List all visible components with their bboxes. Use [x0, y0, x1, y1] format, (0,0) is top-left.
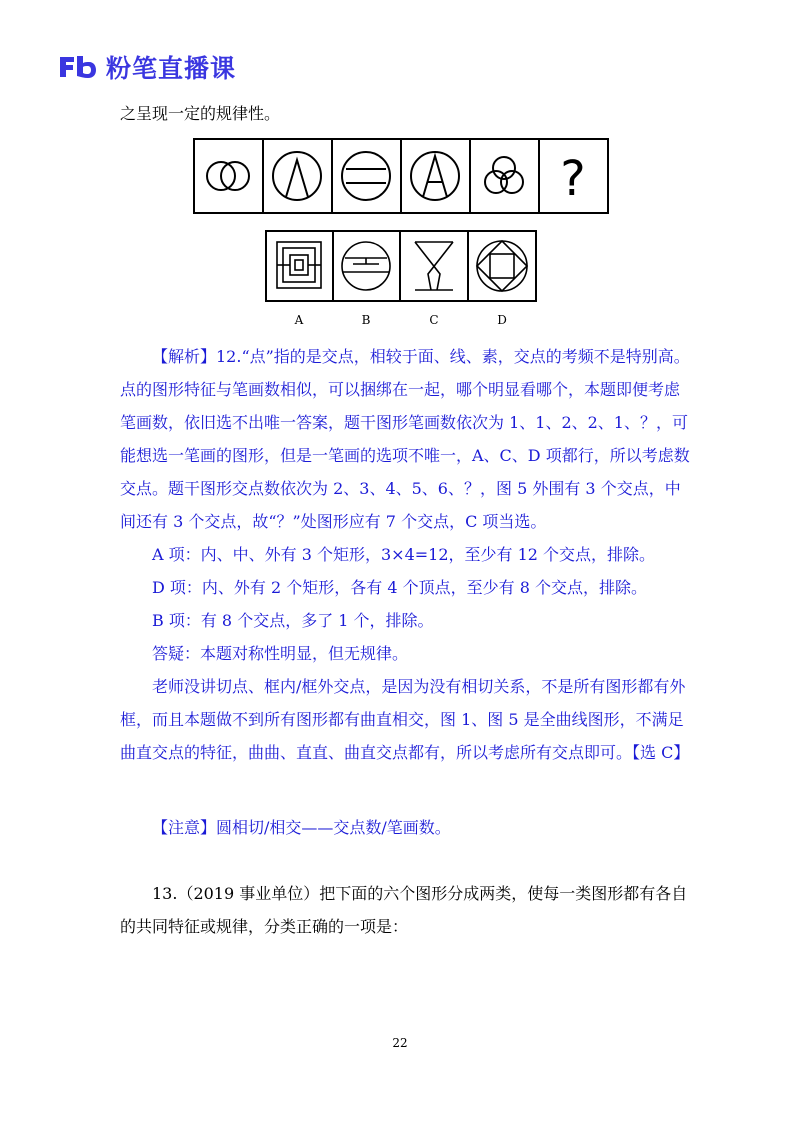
option-label-c: C	[429, 313, 439, 327]
intro-text: 之呈现一定的规律性。	[120, 104, 281, 123]
note-text: 【注意】圆相切/相交——交点数/笔画数。	[152, 818, 451, 837]
figure-1-two-circles	[207, 162, 249, 190]
option-c-hourglass	[415, 242, 453, 290]
analysis-option-d: D 项：内、外有 2 个矩形，各有 4 个顶点，至少有 8 个交点，排除。	[152, 578, 647, 597]
question-mark: ?	[560, 151, 586, 207]
fb-logo-icon	[58, 54, 98, 80]
option-b-circle-lines	[342, 242, 390, 290]
option-label-b: B	[361, 313, 371, 327]
question-13	[120, 877, 692, 943]
figure-3-circle-with-lines	[342, 152, 390, 200]
analysis-option-b: B 项：有 8 个交点，多了 1 个，排除。	[152, 611, 434, 630]
analysis-teacher-note: 老师没讲切点、框内/框外交点，是因为没有相切关系，不是所有图形都有外框，而且本题做不到所有图形都有曲直相交，图 1、图 5 是全曲线图形，不满足曲直交点的特征，曲曲、直直、曲直交点都有，所以考虑所有交点即可。【选 C】	[120, 677, 690, 762]
logo-text: 粉笔直播课	[106, 54, 237, 83]
brand-logo	[58, 50, 236, 84]
option-label-a: A	[294, 313, 304, 327]
option-label-d: D	[497, 313, 507, 327]
question-13-text: 13.（2019 事业单位）把下面的六个图形分成两类，使每一类图形都有各自的共同特征或规律，分类正确的一项是：	[120, 884, 688, 936]
analysis-option-a: A 项：内、中、外有 3 个矩形，3×4=12，至少有 12 个交点，排除。	[152, 545, 656, 564]
figure-2-circle-with-peak	[273, 152, 321, 200]
options-figure-row	[265, 230, 537, 330]
figure-5-three-circles	[485, 157, 523, 193]
option-a-nested-squares	[277, 242, 321, 288]
figure-4-circle-with-a	[411, 152, 459, 200]
analysis-qa: 答疑：本题对称性明显，但无规律。	[152, 644, 409, 663]
analysis-section	[120, 340, 692, 769]
analysis-paragraph-main: 【解析】12.“点”指的是交点，相较于面、线、素，交点的考频不是特别高。点的图形特征与笔画数相似，可以捆绑在一起，哪个明显看哪个，本题即便考虑笔画数，依旧选不出唯一答案，题干图形笔画数依次为 1、1、2、2、1、？，可能想选一笔画的图形，但是一笔画的选项不唯一，A、C、D 项都行，所以考虑数交点。题干图形交点数依次为 2、3、4、5、6、？，图 5 外围有 3 个交点，中间还有 3 个交点，故“？”处图形应有 7 个交点，C 项当选。	[120, 347, 690, 531]
page-number: 22	[392, 1036, 408, 1050]
option-d-circle-square-diamond	[477, 241, 527, 291]
question-figure-row	[193, 138, 609, 214]
